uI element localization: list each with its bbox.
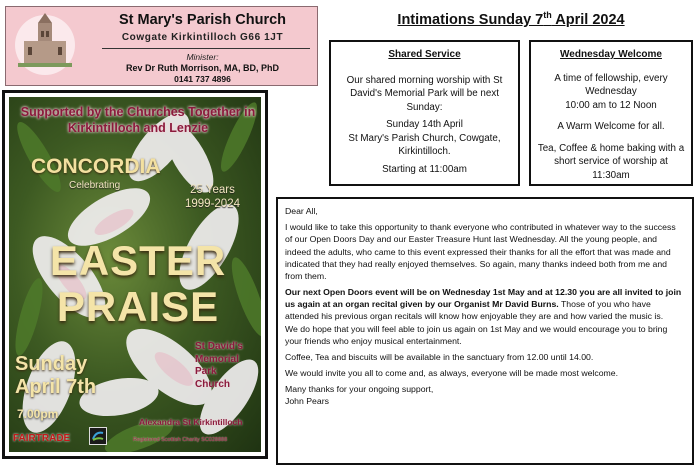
poster-celebrating: Celebrating [69, 180, 121, 191]
poster-supported-by: Supported by the Churches Together in Kirkintilloch and Lenzie [20, 105, 256, 135]
wednesday-welcome-heading: Wednesday Welcome [560, 49, 662, 60]
church-header [5, 6, 318, 86]
poster-month-day: April 7th [15, 376, 97, 398]
letter-paragraph: Coffee, Tea and biscuits will be available in the sanctuary from 12.00 until 14.00. [285, 351, 594, 362]
poster-venue [195, 341, 243, 391]
poster-fairtrade: FAIRTRADE [13, 433, 71, 444]
poster-venue-line: Memorial [195, 353, 239, 365]
poster-venue-line: Park [195, 366, 217, 377]
wednesday-welcome-box [529, 40, 693, 186]
title-suffix: th [543, 10, 552, 20]
letter-paragraph: We do hope that you will feel able to join us again on 1st May and we would encourage you to bring your friends who enjoy musical entertainment. [285, 323, 668, 346]
poster-easter: EASTER [49, 237, 227, 284]
page-title [330, 10, 692, 28]
shared-service-venue: St Mary's Parish Church, Cowgate, Kirkintilloch. [348, 132, 501, 158]
poster-artwork [9, 97, 261, 452]
poster-years: 25 Years [190, 184, 235, 196]
poster-time: 7.00pm [17, 407, 59, 421]
poster-venue-line: St David's [195, 341, 243, 352]
minister-phone: 0141 737 4896 [174, 74, 231, 84]
letter-greeting: Dear All, [285, 206, 318, 216]
header-divider [102, 48, 310, 49]
letter-paragraph: I would like to take this opportunity to thank everyone who contributed in whatever way to the success of our Open Doors Day and our Easter Treasure Hunt last Wednesday. All the young people, and indeed the adults, who came to this event expressed their thanks for all the effort that was made and indicated that they had really enjoyed themselves. So again, many thanks indeed both from me and from them. [285, 222, 676, 281]
letter-highlight: Our next Open Doors event will be on Wednesday 1st May and at 12.30 you are all invited to join us again at an organ recital given by our Organist Mr David Burns. [285, 287, 682, 310]
poster-charity-number: Registered Scottish Charity SC028888 [133, 437, 228, 443]
church-address: Cowgate Kirkintilloch G66 1JT [121, 32, 284, 43]
easter-praise-poster [2, 90, 268, 459]
poster-location: Alexandra St Kirkintilloch [139, 417, 243, 427]
poster-day: Sunday [15, 353, 88, 375]
wednesday-welcome-details: Tea, Coffee & home baking with a short service of worship at 11:30am [537, 142, 685, 181]
title-main: Intimations Sunday 7 [397, 11, 544, 28]
minister-label: Minister: [186, 52, 219, 62]
poster-year-range: 1999-2024 [185, 197, 240, 210]
letter-paragraph [285, 286, 685, 323]
shared-service-heading: Shared Service [388, 49, 461, 60]
letter-paragraph: We would invite you all to come and, as always, everyone will be made most welcome. [285, 368, 619, 379]
shared-service-date: Sunday 14th April [386, 119, 463, 131]
minister-name: Rev Dr Ruth Morrison, MA, BD, PhD [125, 63, 279, 73]
poster-anniversary [185, 184, 240, 212]
wednesday-welcome-hours: 10:00 am to 12 Noon [565, 99, 657, 111]
letter-box [276, 197, 694, 465]
poster-concordia: CONCORDIA [31, 155, 161, 178]
poster-praise: PRAISE [56, 283, 220, 330]
letter-text: Those of you who have attended his previous organ recitals will know how enjoyable they are and how varied the music is. [285, 299, 664, 322]
letter-closing: Many thanks for your ongoing support, [285, 384, 434, 395]
poster-venue-line: Church [195, 378, 230, 390]
shared-service-box [329, 40, 520, 186]
shared-service-text: Our shared morning worship with St David's Memorial Park will be next Sunday: [346, 74, 503, 113]
poster-date [15, 353, 96, 399]
wednesday-welcome-text: A time of fellowship, every Wednesday [554, 72, 668, 98]
letter-signature: John Pears [285, 396, 329, 407]
church-name: St Mary's Parish Church [118, 12, 287, 28]
fairtrade-logo-icon [89, 427, 107, 445]
church-image [10, 11, 80, 81]
title-end: April 2024 [551, 11, 625, 28]
wednesday-welcome-greeting: A Warm Welcome for all. [557, 121, 665, 133]
shared-service-time: Starting at 11:00am [382, 163, 467, 175]
